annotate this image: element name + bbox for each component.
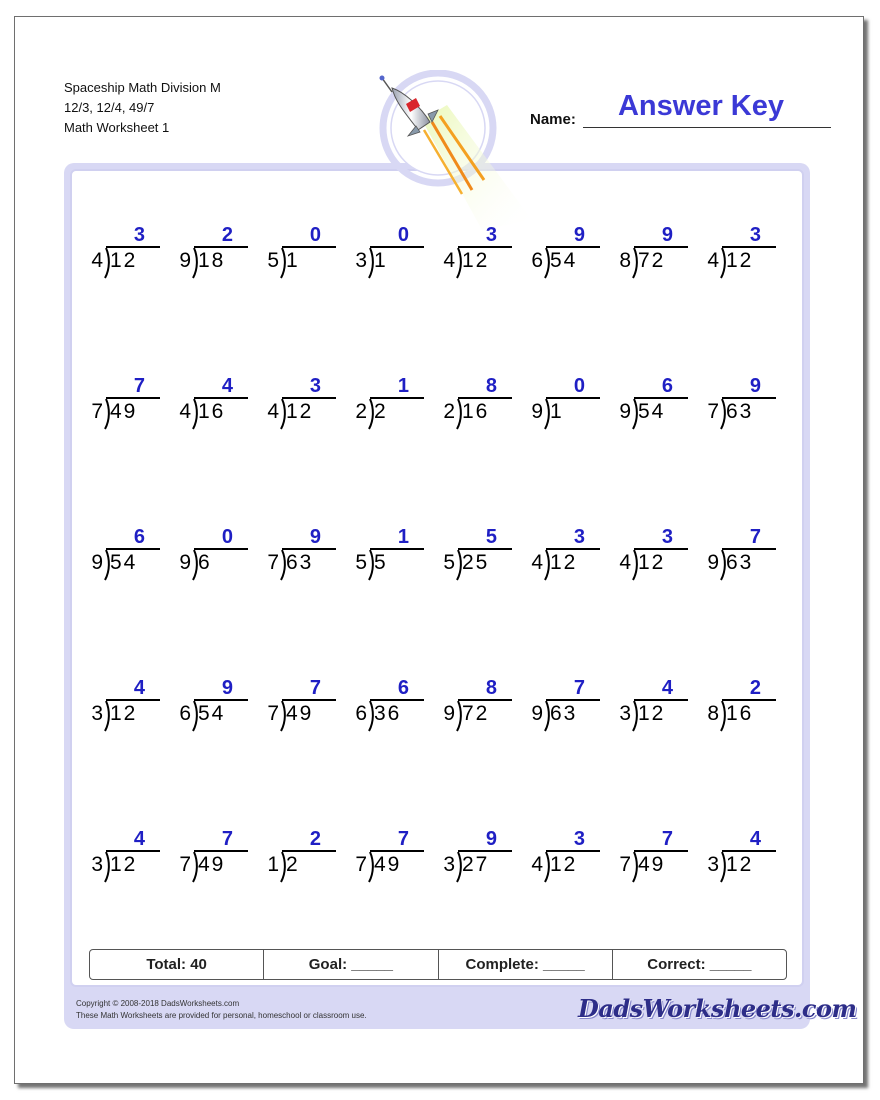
quotient-answer: 1 <box>397 526 409 548</box>
divisor: 6 <box>531 249 544 272</box>
quotient-answer: 0 <box>397 224 409 246</box>
divisor: 3 <box>355 249 368 272</box>
division-problem <box>440 828 528 892</box>
dividend: 63 <box>726 400 754 423</box>
name-label: Name: <box>530 111 576 128</box>
quotient-answer: 5 <box>485 526 497 548</box>
quotient-answer: 3 <box>573 526 585 548</box>
dividend: 16 <box>198 400 226 423</box>
divisor: 4 <box>707 249 720 272</box>
division-problem <box>704 526 792 590</box>
division-problem <box>440 375 528 439</box>
division-problem <box>616 224 704 288</box>
usage-text: These Math Worksheets are provided for personal, homeschool or classroom use. <box>76 1011 367 1020</box>
rocket-icon <box>372 70 542 230</box>
division-problem <box>88 526 176 590</box>
divisor: 3 <box>619 702 632 725</box>
division-problem <box>264 828 352 892</box>
division-problem <box>176 375 264 439</box>
divisor: 9 <box>707 551 720 574</box>
quotient-answer: 7 <box>661 828 673 850</box>
division-problem <box>528 375 616 439</box>
quotient-answer: 0 <box>221 526 233 548</box>
divisor: 8 <box>619 249 632 272</box>
quotient-answer: 3 <box>133 224 145 246</box>
worksheet-title: Spaceship Math Division M <box>64 80 221 95</box>
division-problem <box>88 828 176 892</box>
dividend: 72 <box>462 702 490 725</box>
quotient-answer: 0 <box>573 375 585 397</box>
dividend: 2 <box>374 400 388 423</box>
division-problem <box>528 526 616 590</box>
dividend: 12 <box>110 853 138 876</box>
dividend: 25 <box>462 551 490 574</box>
quotient-answer: 9 <box>221 677 233 699</box>
divisor: 1 <box>267 853 280 876</box>
quotient-answer: 7 <box>397 828 409 850</box>
dividend: 63 <box>550 702 578 725</box>
divisor: 4 <box>531 853 544 876</box>
division-problem <box>440 526 528 590</box>
division-problem <box>616 828 704 892</box>
divisor: 6 <box>355 702 368 725</box>
dividend: 12 <box>726 249 754 272</box>
division-problem <box>352 677 440 741</box>
division-problem <box>264 526 352 590</box>
name-line <box>583 127 831 128</box>
quotient-answer: 7 <box>309 677 321 699</box>
divisor: 4 <box>179 400 192 423</box>
divisor: 9 <box>619 400 632 423</box>
divisor: 7 <box>91 400 104 423</box>
division-problem <box>88 224 176 288</box>
division-problem <box>704 828 792 892</box>
score-bar <box>89 949 787 980</box>
division-problem <box>176 677 264 741</box>
division-problem <box>264 375 352 439</box>
division-problem <box>440 224 528 288</box>
dividend: 12 <box>550 853 578 876</box>
division-problem <box>616 677 704 741</box>
quotient-answer: 8 <box>485 677 497 699</box>
divisor: 5 <box>443 551 456 574</box>
divisor: 4 <box>619 551 632 574</box>
dividend: 49 <box>286 702 314 725</box>
dividend: 12 <box>462 249 490 272</box>
divisor: 3 <box>91 702 104 725</box>
dividend: 54 <box>198 702 226 725</box>
division-problem <box>352 828 440 892</box>
dividend: 5 <box>374 551 388 574</box>
divisor: 3 <box>707 853 720 876</box>
worksheet-header <box>64 78 221 138</box>
dividend: 49 <box>110 400 138 423</box>
divisor: 7 <box>267 702 280 725</box>
quotient-answer: 6 <box>661 375 673 397</box>
dividend: 12 <box>726 853 754 876</box>
dividend: 12 <box>110 702 138 725</box>
quotient-answer: 3 <box>485 224 497 246</box>
division-problem <box>528 224 616 288</box>
divisor: 7 <box>179 853 192 876</box>
quotient-answer: 1 <box>397 375 409 397</box>
dividend: 36 <box>374 702 402 725</box>
divisor: 8 <box>707 702 720 725</box>
footer-copyright <box>76 998 367 1022</box>
divisor: 3 <box>91 853 104 876</box>
division-problem <box>352 375 440 439</box>
quotient-answer: 2 <box>221 224 233 246</box>
quotient-answer: 3 <box>661 526 673 548</box>
dividend: 54 <box>550 249 578 272</box>
division-problem <box>264 677 352 741</box>
quotient-answer: 3 <box>749 224 761 246</box>
divisor: 7 <box>267 551 280 574</box>
divisor: 4 <box>531 551 544 574</box>
quotient-answer: 4 <box>133 677 145 699</box>
division-problem <box>704 224 792 288</box>
quotient-answer: 8 <box>485 375 497 397</box>
divisor: 9 <box>179 249 192 272</box>
quotient-answer: 9 <box>309 526 321 548</box>
divisor: 7 <box>619 853 632 876</box>
quotient-answer: 2 <box>309 828 321 850</box>
quotient-answer: 9 <box>485 828 497 850</box>
division-problem <box>88 677 176 741</box>
worksheet-subtitle: Math Worksheet 1 <box>64 120 170 135</box>
divisor: 9 <box>531 400 544 423</box>
division-problem <box>528 828 616 892</box>
goal-cell: Goal: _____ <box>264 950 438 979</box>
divisor: 9 <box>179 551 192 574</box>
dividend: 12 <box>286 400 314 423</box>
division-problem <box>176 224 264 288</box>
quotient-answer: 0 <box>309 224 321 246</box>
quotient-answer: 7 <box>749 526 761 548</box>
dividend: 49 <box>374 853 402 876</box>
quotient-answer: 6 <box>397 677 409 699</box>
divisor: 3 <box>443 853 456 876</box>
dividend: 72 <box>638 249 666 272</box>
dividend: 12 <box>638 702 666 725</box>
division-problem <box>88 375 176 439</box>
division-problem <box>704 375 792 439</box>
dividend: 49 <box>638 853 666 876</box>
divisor: 2 <box>443 400 456 423</box>
divisor: 2 <box>355 400 368 423</box>
dadsworksheets-logo: DadsWorksheets.com <box>578 994 857 1023</box>
division-problem <box>440 677 528 741</box>
divisor: 7 <box>707 400 720 423</box>
divisor: 5 <box>355 551 368 574</box>
dividend: 54 <box>638 400 666 423</box>
dividend: 18 <box>198 249 226 272</box>
divisor: 5 <box>267 249 280 272</box>
divisor: 4 <box>91 249 104 272</box>
quotient-answer: 7 <box>221 828 233 850</box>
total-cell: Total: 40 <box>90 950 264 979</box>
division-problem <box>176 828 264 892</box>
division-problem <box>704 677 792 741</box>
divisor: 9 <box>443 702 456 725</box>
division-problem <box>352 224 440 288</box>
divisor: 4 <box>443 249 456 272</box>
quotient-answer: 4 <box>749 828 761 850</box>
division-problem <box>176 526 264 590</box>
division-problem <box>528 677 616 741</box>
correct-cell: Correct: _____ <box>647 956 752 973</box>
quotient-answer: 4 <box>133 828 145 850</box>
dividend: 12 <box>550 551 578 574</box>
dividend: 54 <box>110 551 138 574</box>
quotient-answer: 9 <box>573 224 585 246</box>
divisor: 4 <box>267 400 280 423</box>
dividend: 63 <box>726 551 754 574</box>
dividend: 16 <box>726 702 754 725</box>
division-problem <box>352 526 440 590</box>
divisor: 7 <box>355 853 368 876</box>
quotient-answer: 4 <box>221 375 233 397</box>
quotient-answer: 9 <box>749 375 761 397</box>
complete-cell: Complete: _____ <box>439 950 613 979</box>
dividend: 12 <box>638 551 666 574</box>
dividend: 16 <box>462 400 490 423</box>
problem-frame <box>64 163 810 1029</box>
division-problem <box>616 526 704 590</box>
copyright-text: Copyright © 2008-2018 DadsWorksheets.com <box>76 999 240 1008</box>
dividend: 1 <box>374 249 388 272</box>
worksheet-facts: 12/3, 12/4, 49/7 <box>64 100 155 115</box>
division-problem <box>264 224 352 288</box>
divisor: 6 <box>179 702 192 725</box>
quotient-answer: 3 <box>573 828 585 850</box>
dividend: 1 <box>286 249 300 272</box>
quotient-answer: 7 <box>573 677 585 699</box>
quotient-answer: 7 <box>133 375 145 397</box>
quotient-answer: 9 <box>661 224 673 246</box>
quotient-answer: 2 <box>749 677 761 699</box>
dividend: 1 <box>550 400 564 423</box>
dividend: 63 <box>286 551 314 574</box>
quotient-answer: 3 <box>309 375 321 397</box>
dividend: 27 <box>462 853 490 876</box>
answer-key-label: Answer Key <box>617 90 784 122</box>
dividend: 6 <box>198 551 212 574</box>
dividend: 49 <box>198 853 226 876</box>
quotient-answer: 4 <box>661 677 673 699</box>
division-problem <box>616 375 704 439</box>
dividend: 2 <box>286 853 300 876</box>
quotient-answer: 6 <box>133 526 145 548</box>
dividend: 12 <box>110 249 138 272</box>
divisor: 9 <box>91 551 104 574</box>
divisor: 9 <box>531 702 544 725</box>
